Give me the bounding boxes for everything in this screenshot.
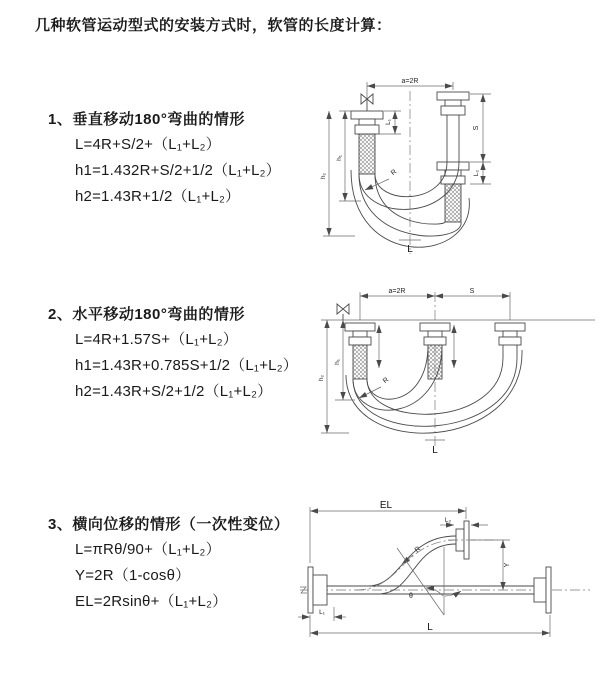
angle-construction (397, 547, 461, 615)
section-3 (48, 513, 289, 615)
formula-line: Y=2R（1-cosθ） (75, 567, 191, 584)
dimension-h2 (320, 111, 355, 236)
diagram-lateral-displacement (298, 495, 598, 645)
dim-label-h1: h₁ (334, 359, 341, 365)
dim-label-a2r: a=2R (388, 288, 406, 295)
section-1-heading: 1、垂直移动180°弯曲的情形 (48, 111, 245, 128)
flange-fitting-left (308, 567, 327, 613)
formula-line: L=4R+S/2+（L₁+L₂） (75, 136, 221, 153)
section-2-formulas (75, 327, 298, 405)
diagram-horizontal-180-bend (315, 278, 600, 456)
dim-label-a2r: a=2R (401, 78, 419, 85)
diagram-vertical-180-bend (315, 66, 600, 258)
dimension-h1 (336, 111, 361, 201)
dim-label-l1: L₁ (385, 119, 392, 125)
section-1 (48, 108, 281, 210)
dim-label-s: S (469, 288, 475, 295)
formula-line: h2=1.43R+S/2+1/2（L₁+L₂） (75, 383, 273, 400)
dimension-s (470, 94, 491, 162)
dim-label-l2: L₂ (444, 517, 452, 524)
dimension-y (471, 540, 511, 590)
dimension-h2 (318, 320, 349, 433)
section-3-heading: 3、横向位移的情形（一次性变位） (48, 516, 290, 533)
page-title: 几种软管运动型式的安装方式时，软管的长度计算： (35, 17, 392, 34)
flange-fitting-left (351, 111, 383, 174)
dim-label-theta: θ (409, 593, 413, 600)
dim-label-r: R (413, 545, 423, 555)
formula-line: EL=2Rsinθ+（L₁+L₂） (75, 593, 228, 610)
dim-label-el: EL (379, 500, 393, 511)
flange-fitting-right (495, 323, 525, 358)
dimension-h1 (334, 320, 355, 400)
braided-hose-section (359, 134, 375, 174)
section-3-formulas (75, 537, 289, 615)
hose-s-curve (356, 536, 458, 594)
dim-label-h1: h₁ (336, 155, 343, 161)
valve-icon (337, 304, 349, 320)
dim-label-y: Y (504, 562, 511, 568)
section-2-heading: 2、水平移动180°弯曲的情形 (48, 306, 245, 323)
braided-hose-section (428, 345, 442, 379)
diagram-3-drawing (298, 495, 598, 645)
section-2 (48, 303, 298, 405)
section-1-formulas (75, 132, 281, 210)
radius-leader (402, 546, 422, 564)
flange-fitting-right-lower (534, 567, 551, 613)
dim-label-l: L (427, 622, 433, 633)
braided-hose-section (353, 345, 367, 379)
formula-line: h1=1.43R+0.785S+1/2（L₁+L₂） (75, 357, 298, 374)
dim-label-h2: h₂ (318, 374, 325, 382)
diagram-1-drawing (315, 66, 600, 258)
flange-fitting-right-upper (437, 92, 469, 162)
dimension-l (310, 615, 550, 637)
dimension-l1 (298, 607, 346, 621)
formula-line: L=4R+1.57S+（L₁+L₂） (75, 331, 238, 348)
dim-label-r: R (381, 376, 391, 386)
braided-hose-section (445, 184, 461, 222)
diagram-2-drawing (315, 278, 600, 456)
dim-label-l: L (407, 244, 413, 255)
dim-label-l1: L₁ (319, 609, 325, 616)
formula-line: L=πRθ/90+（L₁+L₂） (75, 541, 221, 558)
dim-label-l2: L₂ (473, 169, 480, 177)
dimension-s (435, 288, 510, 296)
dimension-el (310, 500, 466, 563)
dimension-l2 (470, 162, 491, 184)
dim-label-h2: h₂ (320, 172, 327, 180)
flange-fitting-right-lower (437, 162, 469, 222)
dim-label-s: S (473, 125, 480, 131)
flange-fitting-left (345, 323, 375, 379)
dim-label-l: L (432, 445, 438, 456)
formula-line: h2=1.43R+1/2（L₁+L₂） (75, 188, 241, 205)
dim-label-r: R (389, 168, 399, 178)
formula-line: h1=1.432R+S/2+1/2（L₁+L₂） (75, 162, 281, 179)
